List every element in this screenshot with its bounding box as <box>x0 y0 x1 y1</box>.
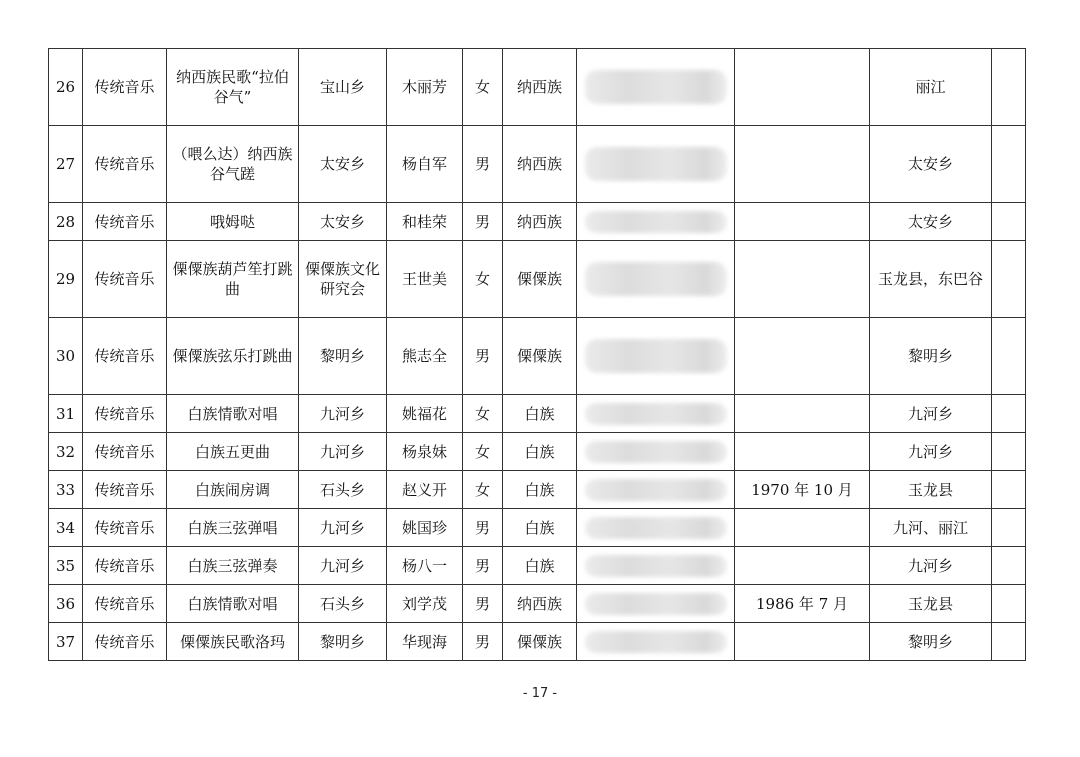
region-cell: 九河乡 <box>870 547 992 585</box>
category-cell: 传统音乐 <box>83 203 167 241</box>
inheritor-table <box>48 48 1026 661</box>
region-cell: 太安乡 <box>870 126 992 203</box>
gender-cell: 男 <box>463 318 503 395</box>
inheritor-name-cell: 华现海 <box>387 623 463 661</box>
birth-date-cell <box>735 126 870 203</box>
gender-cell: 男 <box>463 509 503 547</box>
item-name-cell: 白族情歌对唱 <box>167 395 299 433</box>
table-row <box>49 241 1026 318</box>
redaction-blur <box>585 70 727 104</box>
table-row <box>49 623 1026 661</box>
redacted-cell <box>577 203 735 241</box>
unit-cell: 九河乡 <box>299 395 387 433</box>
unit-cell: 九河乡 <box>299 433 387 471</box>
notes-cell <box>992 585 1026 623</box>
birth-date-cell <box>735 547 870 585</box>
item-name-cell: 白族闹房调 <box>167 471 299 509</box>
notes-cell <box>992 318 1026 395</box>
item-name-cell: 哦姆哒 <box>167 203 299 241</box>
ethnicity-cell: 白族 <box>503 509 577 547</box>
redaction-blur <box>585 555 727 577</box>
region-cell: 黎明乡 <box>870 318 992 395</box>
category-cell: 传统音乐 <box>83 471 167 509</box>
category-cell: 传统音乐 <box>83 509 167 547</box>
redaction-blur <box>585 479 727 501</box>
redaction-blur <box>585 339 727 373</box>
redacted-cell <box>577 395 735 433</box>
gender-cell: 男 <box>463 126 503 203</box>
birth-date-cell <box>735 318 870 395</box>
ethnicity-cell: 傈僳族 <box>503 318 577 395</box>
gender-cell: 男 <box>463 547 503 585</box>
redaction-blur <box>585 262 727 296</box>
table-row <box>49 471 1026 509</box>
inheritor-name-cell: 王世美 <box>387 241 463 318</box>
gender-cell: 男 <box>463 623 503 661</box>
gender-cell: 女 <box>463 241 503 318</box>
region-cell: 太安乡 <box>870 203 992 241</box>
item-name-cell: 白族三弦弹唱 <box>167 509 299 547</box>
category-cell: 传统音乐 <box>83 49 167 126</box>
inheritor-name-cell: 熊志全 <box>387 318 463 395</box>
birth-date-cell: 1970 年 10 月 <box>735 471 870 509</box>
notes-cell <box>992 241 1026 318</box>
ethnicity-cell: 傈僳族 <box>503 623 577 661</box>
ethnicity-cell: 傈僳族 <box>503 241 577 318</box>
redaction-blur <box>585 403 727 425</box>
inheritor-name-cell: 和桂荣 <box>387 203 463 241</box>
table-row <box>49 509 1026 547</box>
table-row <box>49 395 1026 433</box>
row-number-cell: 33 <box>49 471 83 509</box>
row-number-cell: 32 <box>49 433 83 471</box>
row-number-cell: 35 <box>49 547 83 585</box>
redaction-blur <box>585 593 727 615</box>
inheritor-name-cell: 赵义开 <box>387 471 463 509</box>
category-cell: 传统音乐 <box>83 547 167 585</box>
inheritor-name-cell: 刘学茂 <box>387 585 463 623</box>
redacted-cell <box>577 471 735 509</box>
unit-cell: 黎明乡 <box>299 318 387 395</box>
region-cell: 玉龙县 <box>870 471 992 509</box>
redaction-blur <box>585 441 727 463</box>
inheritor-name-cell: 木丽芳 <box>387 49 463 126</box>
category-cell: 传统音乐 <box>83 433 167 471</box>
notes-cell <box>992 49 1026 126</box>
notes-cell <box>992 547 1026 585</box>
category-cell: 传统音乐 <box>83 318 167 395</box>
table-row <box>49 585 1026 623</box>
birth-date-cell <box>735 241 870 318</box>
item-name-cell: 白族情歌对唱 <box>167 585 299 623</box>
item-name-cell: （喂么达）纳西族谷气蹉 <box>167 126 299 203</box>
region-cell: 玉龙县，东巴谷 <box>870 241 992 318</box>
birth-date-cell <box>735 395 870 433</box>
gender-cell: 男 <box>463 203 503 241</box>
row-number-cell: 27 <box>49 126 83 203</box>
ethnicity-cell: 纳西族 <box>503 49 577 126</box>
table-row <box>49 49 1026 126</box>
ethnicity-cell: 白族 <box>503 547 577 585</box>
ethnicity-cell: 白族 <box>503 433 577 471</box>
region-cell: 九河、丽江 <box>870 509 992 547</box>
item-name-cell: 纳西族民歌“拉伯谷气” <box>167 49 299 126</box>
category-cell: 传统音乐 <box>83 585 167 623</box>
unit-cell: 太安乡 <box>299 203 387 241</box>
inheritor-name-cell: 杨自军 <box>387 126 463 203</box>
unit-cell: 石头乡 <box>299 585 387 623</box>
unit-cell: 九河乡 <box>299 547 387 585</box>
table-row <box>49 547 1026 585</box>
notes-cell <box>992 623 1026 661</box>
redacted-cell <box>577 623 735 661</box>
gender-cell: 女 <box>463 433 503 471</box>
row-number-cell: 36 <box>49 585 83 623</box>
category-cell: 传统音乐 <box>83 241 167 318</box>
unit-cell: 石头乡 <box>299 471 387 509</box>
item-name-cell: 傈僳族弦乐打跳曲 <box>167 318 299 395</box>
redaction-blur <box>585 517 727 539</box>
redaction-blur <box>585 147 727 181</box>
inheritor-name-cell: 姚国珍 <box>387 509 463 547</box>
unit-cell: 太安乡 <box>299 126 387 203</box>
item-name-cell: 白族三弦弹奏 <box>167 547 299 585</box>
region-cell: 玉龙县 <box>870 585 992 623</box>
table-row <box>49 318 1026 395</box>
category-cell: 传统音乐 <box>83 395 167 433</box>
ethnicity-cell: 纳西族 <box>503 203 577 241</box>
birth-date-cell <box>735 203 870 241</box>
page-number: - 17 - <box>522 686 558 701</box>
item-name-cell: 傈僳族民歌洛玛 <box>167 623 299 661</box>
birth-date-cell: 1986 年 7 月 <box>735 585 870 623</box>
redacted-cell <box>577 126 735 203</box>
row-number-cell: 29 <box>49 241 83 318</box>
birth-date-cell <box>735 49 870 126</box>
redacted-cell <box>577 509 735 547</box>
notes-cell <box>992 395 1026 433</box>
row-number-cell: 30 <box>49 318 83 395</box>
birth-date-cell <box>735 623 870 661</box>
inheritor-name-cell: 姚福花 <box>387 395 463 433</box>
birth-date-cell <box>735 509 870 547</box>
region-cell: 黎明乡 <box>870 623 992 661</box>
redaction-blur <box>585 211 727 233</box>
redacted-cell <box>577 547 735 585</box>
redacted-cell <box>577 585 735 623</box>
unit-cell: 宝山乡 <box>299 49 387 126</box>
gender-cell: 女 <box>463 49 503 126</box>
redacted-cell <box>577 318 735 395</box>
inheritor-name-cell: 杨泉妹 <box>387 433 463 471</box>
ethnicity-cell: 纳西族 <box>503 126 577 203</box>
gender-cell: 女 <box>463 395 503 433</box>
row-number-cell: 34 <box>49 509 83 547</box>
redacted-cell <box>577 241 735 318</box>
row-number-cell: 37 <box>49 623 83 661</box>
unit-cell: 傈僳族文化研究会 <box>299 241 387 318</box>
redacted-cell <box>577 433 735 471</box>
redaction-blur <box>585 631 727 653</box>
gender-cell: 女 <box>463 471 503 509</box>
row-number-cell: 31 <box>49 395 83 433</box>
notes-cell <box>992 203 1026 241</box>
item-name-cell: 傈僳族葫芦笙打跳曲 <box>167 241 299 318</box>
unit-cell: 黎明乡 <box>299 623 387 661</box>
item-name-cell: 白族五更曲 <box>167 433 299 471</box>
ethnicity-cell: 纳西族 <box>503 585 577 623</box>
row-number-cell: 26 <box>49 49 83 126</box>
ethnicity-cell: 白族 <box>503 471 577 509</box>
unit-cell: 九河乡 <box>299 509 387 547</box>
table-row <box>49 126 1026 203</box>
region-cell: 九河乡 <box>870 395 992 433</box>
table-row <box>49 433 1026 471</box>
table-row <box>49 203 1026 241</box>
category-cell: 传统音乐 <box>83 623 167 661</box>
table-body <box>49 49 1026 661</box>
notes-cell <box>992 433 1026 471</box>
inheritor-name-cell: 杨八一 <box>387 547 463 585</box>
region-cell: 九河乡 <box>870 433 992 471</box>
notes-cell <box>992 509 1026 547</box>
region-cell: 丽江 <box>870 49 992 126</box>
notes-cell <box>992 126 1026 203</box>
gender-cell: 男 <box>463 585 503 623</box>
row-number-cell: 28 <box>49 203 83 241</box>
notes-cell <box>992 471 1026 509</box>
birth-date-cell <box>735 433 870 471</box>
redacted-cell <box>577 49 735 126</box>
ethnicity-cell: 白族 <box>503 395 577 433</box>
category-cell: 传统音乐 <box>83 126 167 203</box>
